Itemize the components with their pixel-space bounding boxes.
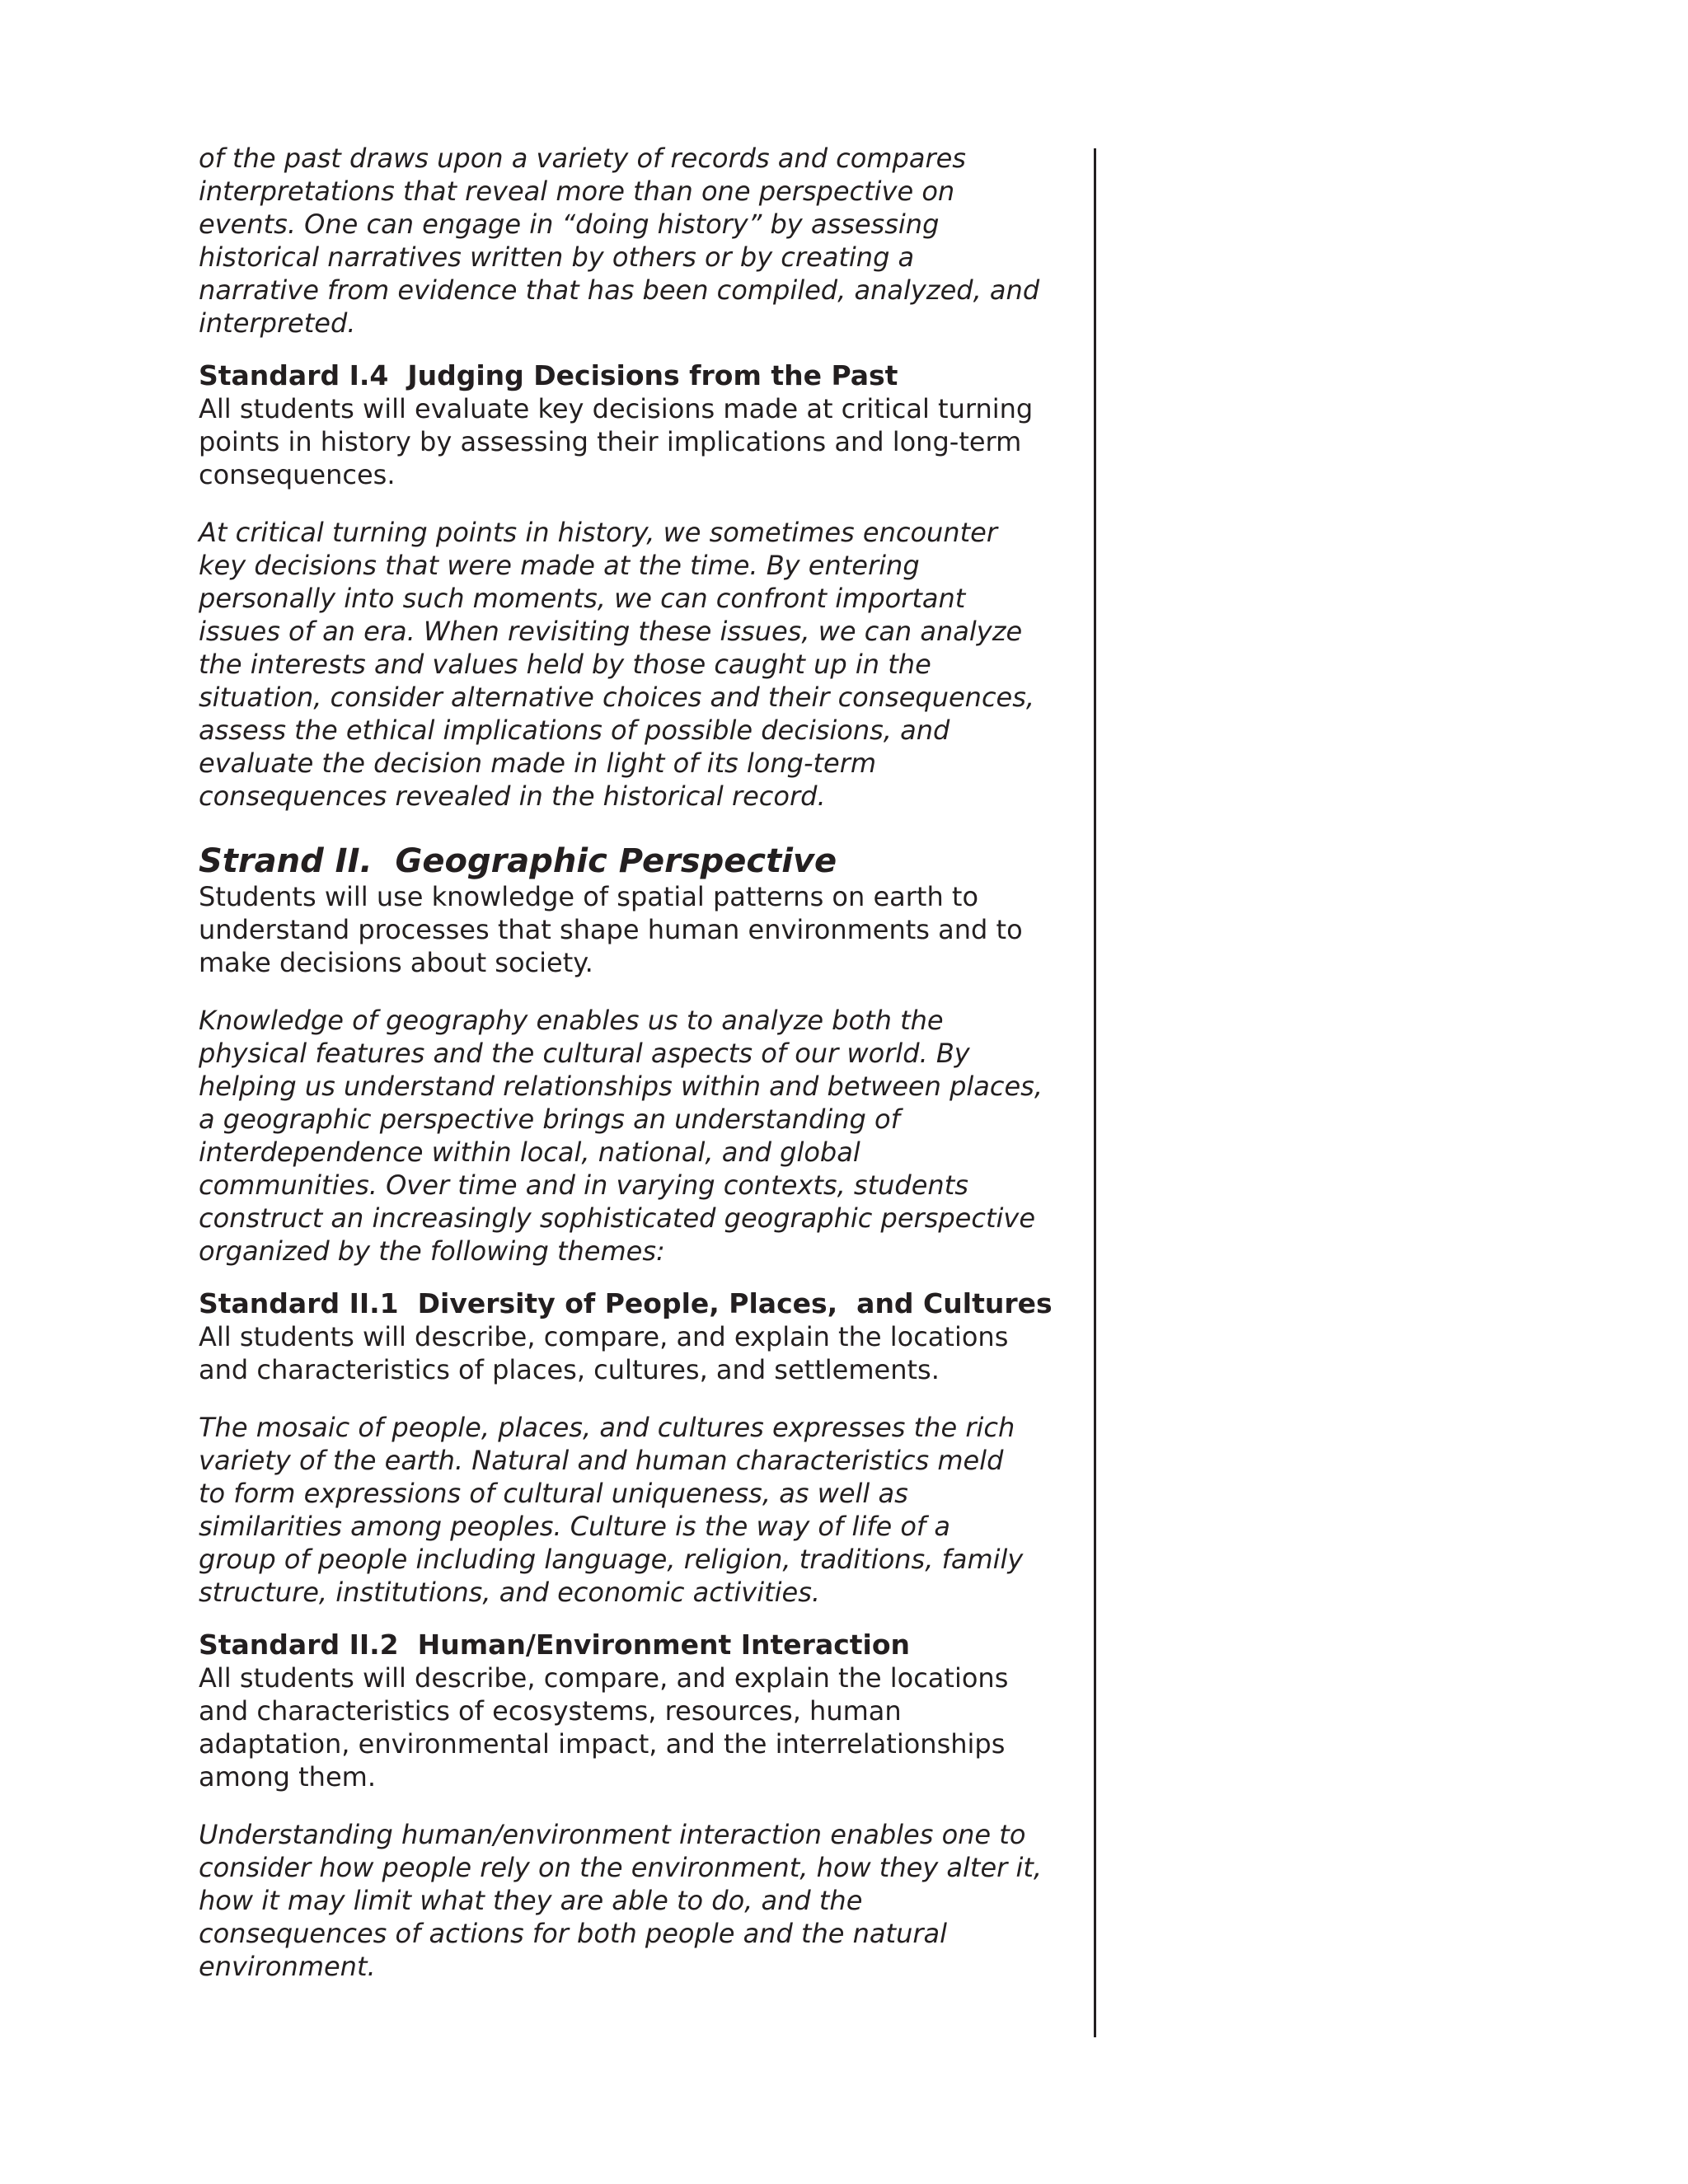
intro-paragraph: of the past draws upon a variety of records and compares interpretations that reveal more than one perspective on events. One can engage in “doing history” by assessing historical narratives written by others or by creating a narrative from evidence that has been compiled, analyzed, and interpreted. xyxy=(199,143,1040,339)
standard-i4-heading: Standard I.4 Judging Decisions from the Past xyxy=(199,359,898,391)
standard-ii2-elaboration: Understanding human/environment interaction enables one to consider how people rely on the environment, how they alter it, how it may limit what they are able to do, and the consequences of actions for both people and the natural environment. xyxy=(199,1819,1043,1982)
standard-ii1-heading: Standard II.1 Diversity of People, Places, and Cultures xyxy=(199,1287,1053,1319)
vertical-margin-rule xyxy=(1094,148,1096,2037)
standard-ii2-statement: All students will describe, compare, and explain the locations and characteristics of ecosystems, resources, human adaptation, environmental impact, and the interrelationships among them. xyxy=(199,1662,1009,1793)
standard-ii1-statement: All students will describe, compare, and explain the locations and characteristics of places, cultures, and settlements. xyxy=(199,1321,1009,1385)
standard-ii1-elaboration: The mosaic of people, places, and cultures expresses the rich variety of the earth. Natural and human characteristics meld to form expressions of cultural uniqueness, as well as similarities among peoples. Culture is the way of life of a group of people including language, religion, traditions, family structure, institutions, and economic activities. xyxy=(199,1412,1024,1608)
standard-i4-statement: All students will evaluate key decisions made at critical turning points in history by assessing their implications and long-term consequences. xyxy=(199,393,1034,490)
strand-ii-heading: Strand II. Geographic Perspective xyxy=(199,842,837,880)
strand-ii-statement: Students will use knowledge of spatial patterns on earth to understand processes that shape human environments and to make decisions about society. xyxy=(199,881,1023,978)
standard-i4-elaboration: At critical turning points in history, we sometimes encounter key decisions that were made at the time. By entering personally into such moments, we can confront important issues of an era. When revisiting these issues, we can analyze the interests and values held by those caught up in the situation, consider alternative choices and their consequences, assess the ethical implications of possible decisions, and evaluate the decision made in light of its long-term consequences revealed in the historical record. xyxy=(199,517,1035,812)
standard-ii2-heading: Standard II.2 Human/Environment Interaction xyxy=(199,1629,911,1661)
strand-ii-elaboration: Knowledge of geography enables us to analyze both the physical features and the cultural aspects of our world. By helping us understand relationships within and between places, a geographic perspective brings an understanding of interdependence within local, national, and global communities. Over time and in varying contexts, students construct an increasingly sophisticated geographic perspective organized by the following themes: xyxy=(199,1005,1043,1267)
text-column xyxy=(199,142,1064,1983)
